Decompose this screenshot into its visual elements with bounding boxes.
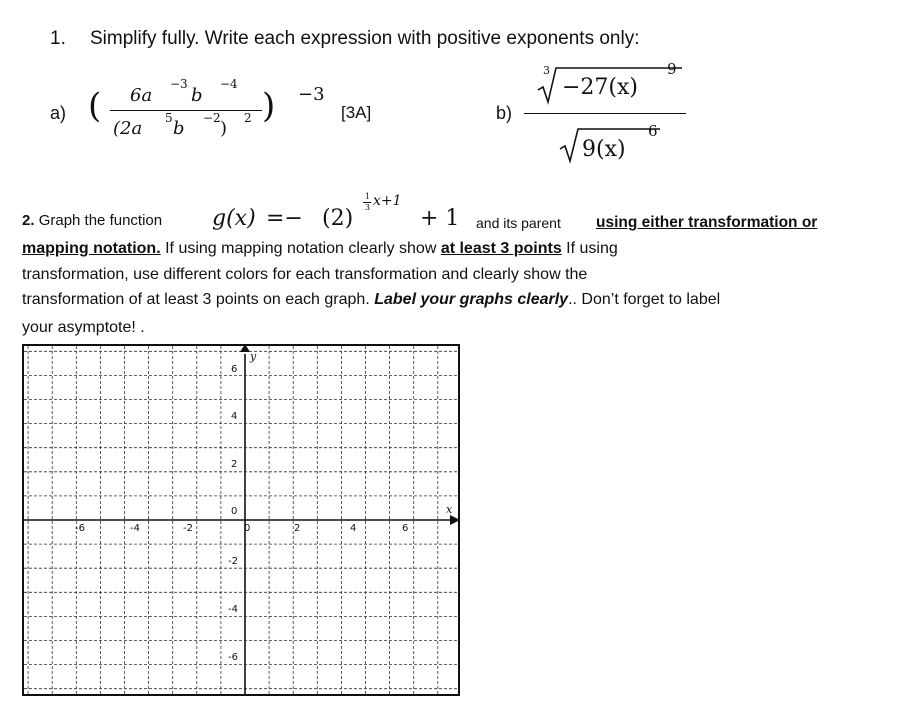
q1b-label: b) [496,103,513,123]
y-tick-label: 2 [231,459,238,470]
q1a-label: a) [50,103,67,123]
q1a-denominator-close: ) [220,118,228,139]
coordinate-grid [22,344,462,698]
q2-after-fn: and its parent [476,215,561,231]
q1a-denominator-exp1: 5 [165,111,173,125]
q2-line1 [22,212,162,229]
q2-line5: your asymptote! . [22,319,145,336]
q1a-denominator-open: (2a [113,118,143,139]
q1a-numerator-b: b [191,85,203,106]
q1b-denominator-exp: 6 [648,122,658,140]
y-axis-label: y [250,350,257,363]
q2-fn-tail: + 1 [420,206,460,231]
q1a-open-paren: ( [88,86,102,126]
q2-fn-exp-frac-den: 3 [365,203,371,212]
y-tick-label: 6 [231,364,238,375]
y-tick-label: -6 [228,652,238,663]
q2-emphasis-method-2: mapping notation. [22,240,161,257]
q2-number: 2. [22,212,35,229]
q2-emphasis-points: at least 3 points [440,240,562,257]
y-tick-label: -4 [228,604,238,615]
q1-number: 1. [50,28,66,49]
q1a-fraction-bar [110,110,262,111]
q2-line2-end: If using [561,240,618,257]
q1a-close-paren: ) [262,86,276,126]
q2-emphasis-method-1: using either transformation or [596,214,818,231]
q2-fn-base: (2) [322,206,354,231]
q2-fn-exp-rest: x+1 [373,193,402,209]
x-tick-label: -6 [75,523,85,534]
q2-fn-eq: =− [266,206,303,231]
x-tick-label: 4 [350,523,357,534]
q1a-numerator-exp1: −3 [170,77,188,91]
q1-instruction: Simplify fully. Write each expression with positive exponents only: [90,28,640,49]
q2-fn-exp-frac-num: 1 [365,192,371,201]
q2-lead: Graph the function [38,212,163,229]
x-tick-label: -4 [130,523,140,534]
q1b-numerator-radicand: −27(x) [562,75,639,100]
q1a-denominator-exp2: −2 [203,111,221,125]
q2-line4-text: transformation of at least 3 points on each graph. [22,291,375,308]
q2-line4 [22,291,720,309]
x-tick-label: -2 [183,523,193,534]
q1a-marks: [3A] [341,103,372,122]
q2-fn-name: g(x) [212,206,256,231]
q1b-root-index: 3 [543,64,550,77]
x-tick-label: 2 [294,523,301,534]
q2-line2-text: If using mapping notation clearly show [160,240,441,257]
q1a-denominator-b: b [173,118,185,139]
q1b-fraction-bar [524,113,686,114]
x-axis-label: x [446,503,453,516]
q2-line3: transformation, use different colors for each transformation and clearly show the [22,266,588,283]
y-tick-label: 0 [231,506,238,517]
q1b-denominator-radicand: 9(x) [582,137,626,162]
q1a-outer-exponent: −3 [298,84,325,105]
y-tick-label: 4 [231,411,238,422]
q2-label-instruction: Label your graphs clearly [374,291,569,308]
q1a-numerator-coef: 6a [130,85,153,106]
q2-line2 [22,240,618,258]
x-tick-label: 6 [402,523,409,534]
q2-line4-end: .. Don’t forget to label [568,291,721,308]
y-tick-label: -2 [228,556,238,567]
x-tick-label: 0 [244,523,251,534]
q1a-numerator-exp2: −4 [220,77,238,91]
q1b-numerator-exp: 9 [667,60,677,78]
q1a-denominator-outer-exp: 2 [244,111,252,125]
